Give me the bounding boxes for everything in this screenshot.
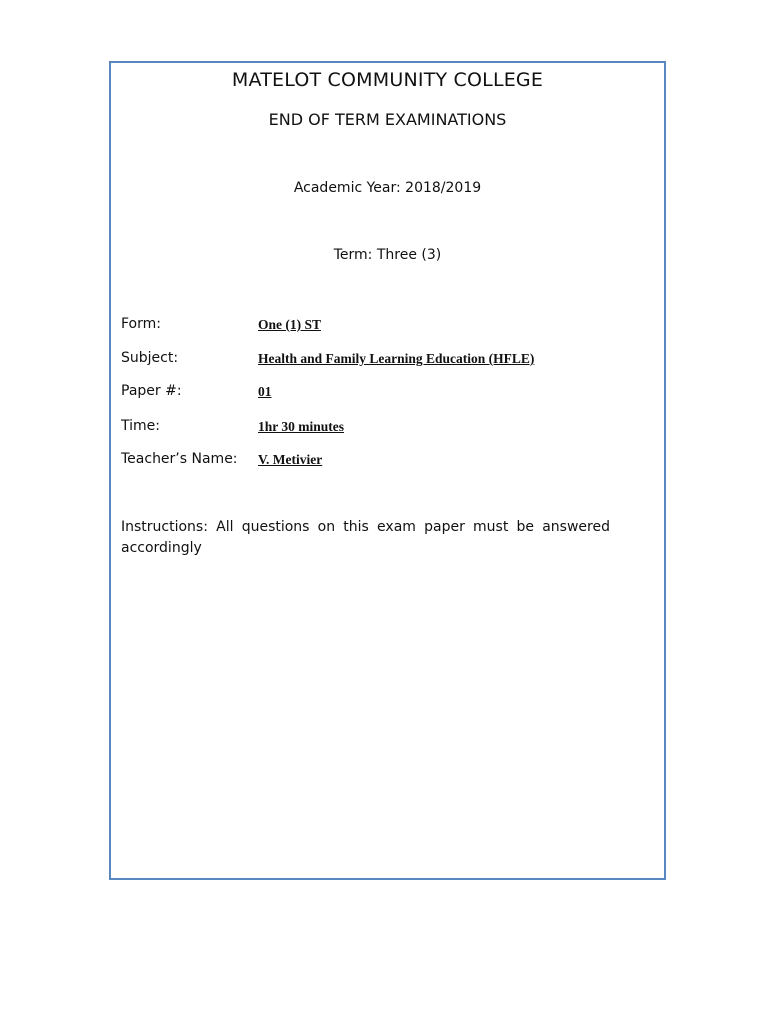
subject-label: Subject: [121, 350, 179, 366]
time-value: 1hr 30 minutes [258, 419, 345, 434]
field-row-subject [121, 350, 651, 370]
field-row-paper [121, 383, 651, 403]
college-name: MATELOT COMMUNITY COLLEGE [231, 69, 544, 91]
field-row-teacher [121, 451, 651, 471]
academic-year: Academic Year: 2018/2019 [293, 180, 482, 196]
form-value: One (1) ST [258, 317, 322, 332]
teacher-name-value: V. Metivier [258, 452, 323, 467]
cover-page-border [109, 61, 666, 880]
exam-title: END OF TERM EXAMINATIONS [268, 110, 507, 129]
time-label: Time: [121, 418, 160, 434]
instructions-text: Instructions: All questions on this exam paper must be answered accordingly [121, 519, 610, 556]
teacher-name-label: Teacher’s Name: [121, 451, 238, 467]
subject-value: Health and Family Learning Education (HFLE) [258, 351, 535, 366]
field-row-time [121, 418, 651, 438]
term-label: Term: Three (3) [333, 247, 442, 263]
paper-number-label: Paper #: [121, 383, 182, 399]
form-label: Form: [121, 316, 161, 332]
paper-number-value: 01 [258, 384, 272, 399]
field-row-form [121, 316, 651, 336]
